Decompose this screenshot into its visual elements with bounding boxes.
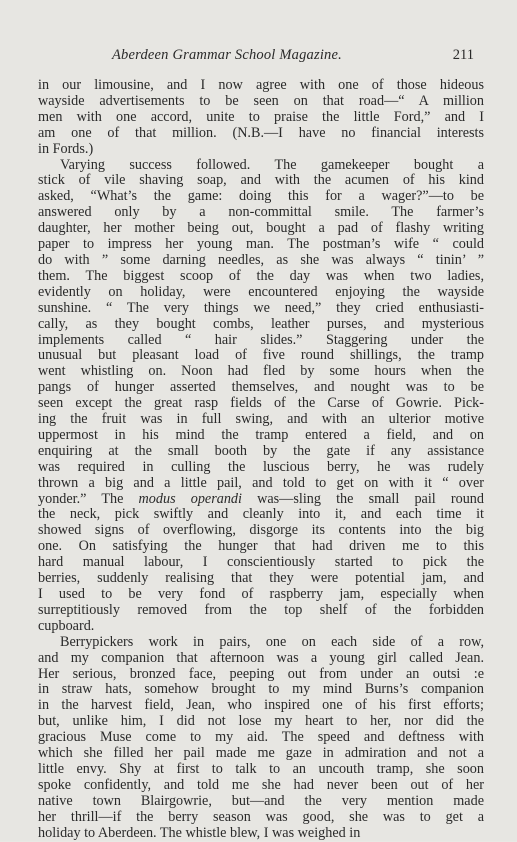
page-number: 211 (452, 47, 474, 63)
text-line: in Fords.) (38, 140, 94, 157)
text-line: answered only by a non-committal smile. The farmer’s (38, 204, 484, 221)
text-line: showed signs of overflowing, disgorge its contents into the big (38, 522, 484, 539)
text-line: her thrill—if the berry season was good, she was to get a (38, 808, 484, 825)
text-line: pangs of hunger asserted themselves, and nought was to be (38, 379, 484, 396)
text-line: daughter, her mother being out, bought a pad of flashy writing (38, 220, 484, 237)
text-line: yonder.” The modus operandi was—sling the small pail round (38, 490, 484, 507)
text-line: wayside advertisements to be seen on that road—“ A million (38, 92, 484, 109)
text-line: one. On satisfying the hunger that had driven me to this (38, 538, 484, 555)
text-line: enquiring at the small booth by the gate if any assistance (38, 442, 484, 459)
running-header (38, 47, 484, 67)
text-line: Varying success followed. The gamekeeper bought a (60, 156, 484, 173)
text-line: implements called “ hair slides.” Staggering under the (38, 331, 484, 348)
text-line: hard manual labour, I conscientiously started to pick the (38, 554, 484, 571)
text-line: Berrypickers work in pairs, one on each side of a row, (60, 633, 484, 650)
text-line: in the harvest field, Jean, who inspired one of his first efforts; (38, 697, 484, 714)
paragraph (38, 158, 484, 635)
text-line: in our limousine, and I now agree with one of those hideous (38, 77, 484, 93)
text-line: holiday to Aberdeen. The whistle blew, I was weighed in (38, 824, 361, 841)
text-line: ing the fruit was in full swing, and with an ulterior motive (38, 411, 484, 428)
text-line: the neck, pick swiftly and cleanly into it, and each time it (38, 506, 484, 523)
text-line: surreptitiously removed from the top shelf of the forbidden (38, 601, 484, 618)
text-line: gracious Muse come to my aid. The speed and deftness with (38, 729, 484, 746)
text-line: cally, as they bought combs, leather purses, and mysterious (38, 315, 484, 332)
text-line: am one of that million. (N.B.—I have no financial interests (38, 124, 484, 141)
text-line: in straw hats, somehow brought to my mind Burns’s companion (38, 681, 484, 698)
text-line: asked, “What’s the game: doing this for a wager?”—to be (38, 188, 484, 205)
text-line: spoke confidently, and told me she had never been out of her (38, 776, 484, 793)
text-line: berries, suddenly realising that they were potential jam, and (38, 570, 484, 587)
running-title: Aberdeen Grammar School Magazine. (112, 47, 342, 63)
text-line: native town Blairgowrie, but—and the very mention made (38, 792, 484, 809)
text-line: evidently on holiday, were encountered enjoying the wayside (38, 283, 484, 300)
text-line: went whistling on. Noon had fled by some hours when the (38, 363, 484, 380)
text-line: little envy. Shy at first to talk to an uncouth tramp, she soon (38, 760, 484, 777)
text-line: uppermost in his mind the tramp entered a field, and on (38, 426, 484, 443)
text-line: unusual but pleasant load of five round shillings, the tramp (38, 347, 484, 364)
paragraph (38, 635, 484, 842)
text-line: but, unlike him, I did not lose my heart to her, nor did the (38, 713, 484, 730)
text-line: seen except the great rasp fields of the Carse of Gowrie. Pick- (38, 395, 484, 412)
text-line: do with ” some darning needles, as she was always “ tinin’ ” (38, 251, 484, 268)
text-line: sunshine. “ The very things we need,” they cried enthusiasti- (38, 299, 484, 316)
text-line: thrown a big and a little pail, and told to get on with it “ over (38, 474, 484, 491)
text-line: cupboard. (38, 617, 95, 634)
text-line: paper to impress her young man. The postman’s wife “ could (38, 236, 484, 253)
text-line: was required in culling the luscious berry, he was rudely (38, 458, 484, 475)
text-line: which she filled her pail made me gaze in admiration and not a (38, 745, 484, 762)
article-body (38, 78, 484, 842)
text-line: and my companion that afternoon was a young girl called Jean. (38, 649, 484, 666)
text-line: Her serious, bronzed face, peeping out from under an outsi :e (38, 665, 484, 682)
text-line: men with one accord, unite to praise the little Ford,” and I (38, 108, 484, 125)
text-line: I used to be very fond of raspberry jam, especially when (38, 586, 484, 602)
text-line: them. The biggest scoop of the day was when two ladies, (38, 267, 484, 284)
paragraph (38, 78, 484, 158)
text-line: stick of vile shaving soap, and with the acumen of his kind (38, 172, 484, 189)
